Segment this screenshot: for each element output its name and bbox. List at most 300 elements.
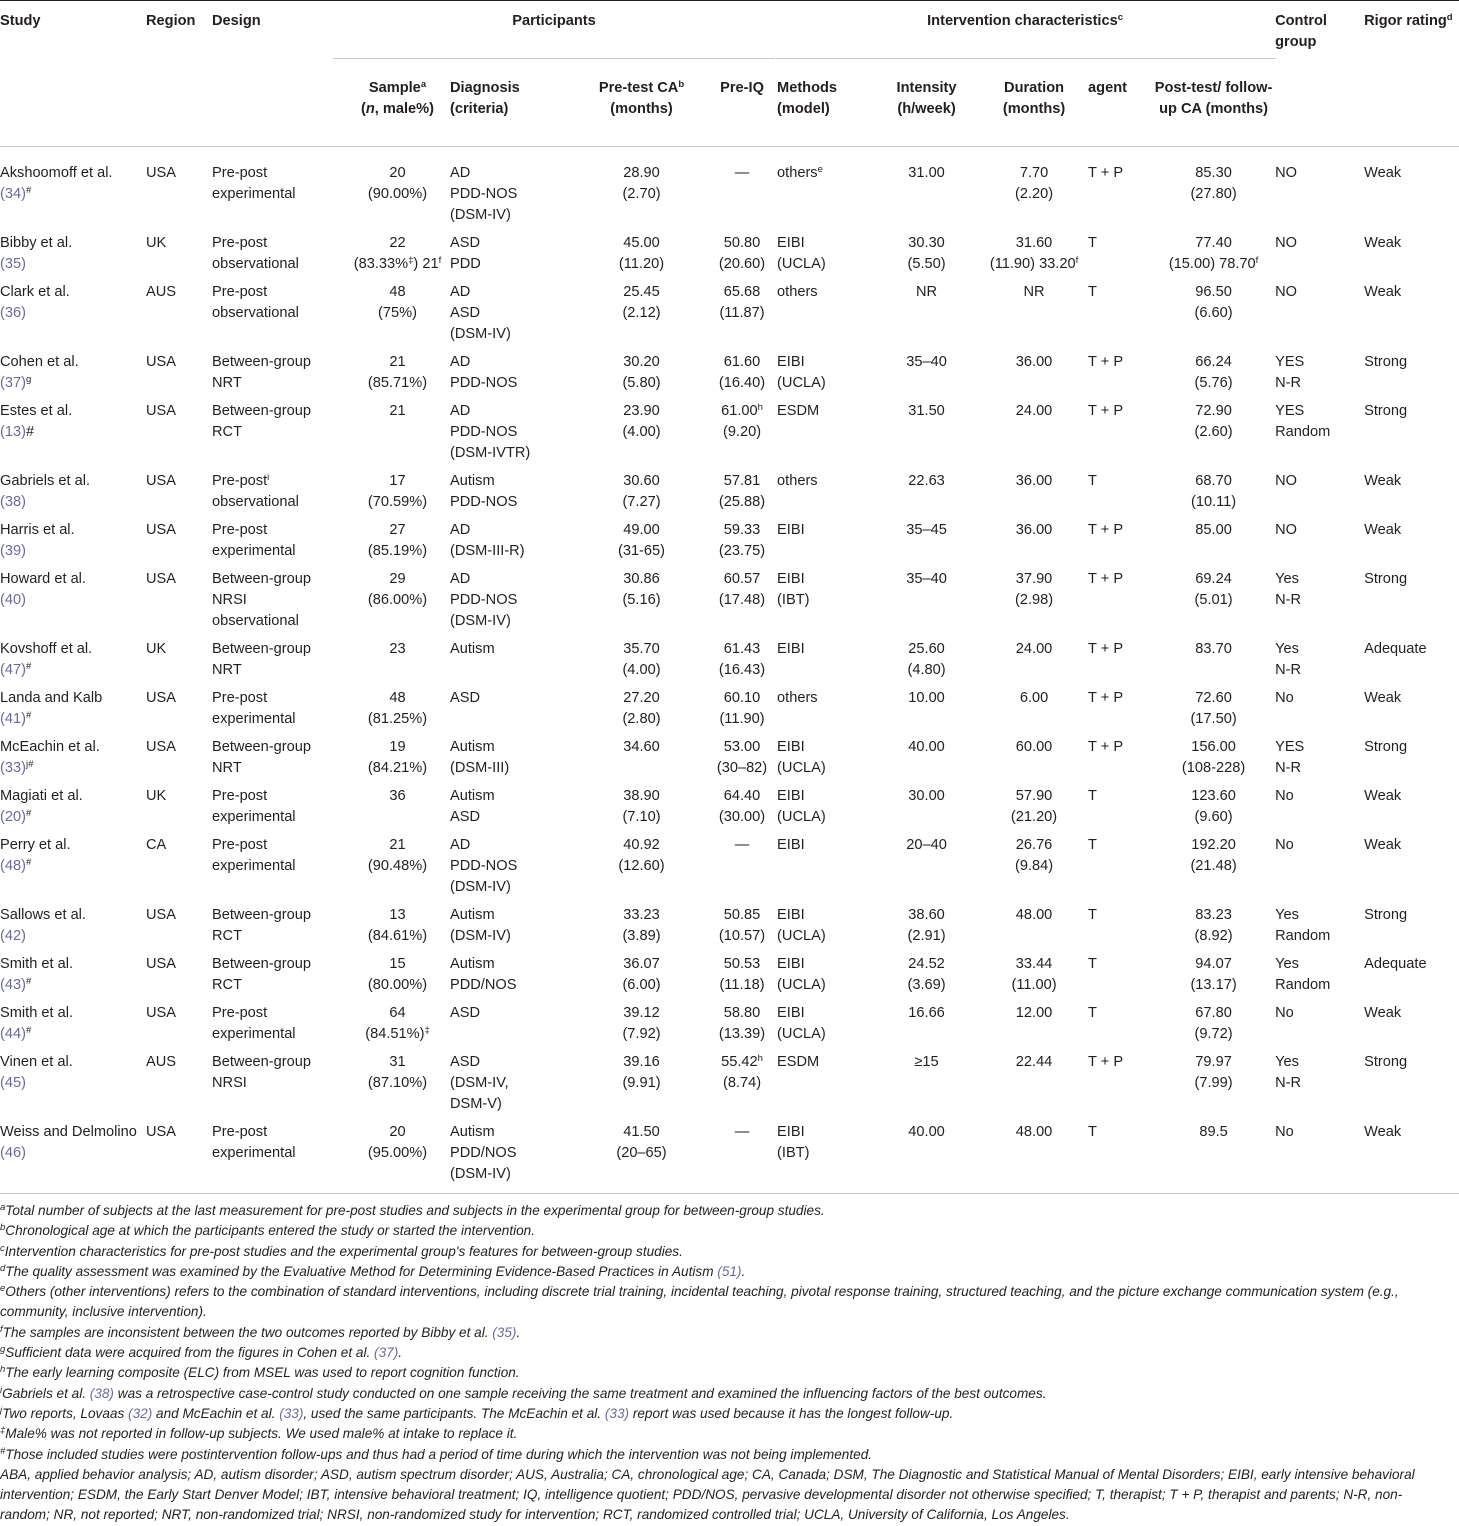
cell-diagnosis: Autism ASD [450, 788, 495, 825]
cell-duration: 7.70 (2.20) [1014, 165, 1054, 202]
cell-agent: T [1088, 837, 1097, 853]
col-control-header: Control group [1275, 13, 1327, 50]
cell-intensity: 25.60 (4.80) [907, 641, 946, 678]
cell-agent: T + P [1088, 522, 1124, 538]
cell-iq: 59.33 (23.75) [718, 522, 766, 559]
cell-region: USA [146, 403, 177, 419]
cell-post: 79.97 (7.99) [1194, 1054, 1233, 1091]
footnote: $^b$Chronological age at which the participants entered the study or started the intervention. [0, 1222, 536, 1239]
table-row [0, 275, 1459, 345]
cell-sample: 27 (85.19%) [367, 522, 428, 559]
cell-control: NO [1275, 522, 1297, 538]
cell-methods: ESDM [777, 403, 820, 419]
cell-iq: 60.10 (11.90) [719, 690, 765, 727]
cell-diagnosis: AD PDD-NOS (DSM-IV) [450, 837, 518, 895]
col-pre-iq-header: Pre-IQ [720, 80, 764, 96]
cell-control: Yes N-R [1275, 1054, 1302, 1091]
cell-sample: 31 (87.10%) [367, 1054, 428, 1091]
cell-region: AUS [146, 1054, 177, 1070]
cell-study: Smith et al. (44)# [0, 1005, 73, 1042]
cell-iq: — [734, 165, 750, 181]
table-row [0, 394, 1459, 464]
cell-rigor: Strong [1364, 1054, 1408, 1070]
col-design-header: Design [212, 13, 261, 29]
cell-iq: — [734, 837, 750, 853]
cell-agent: T + P [1088, 739, 1124, 755]
table-row [0, 996, 1459, 1045]
cell-duration: 36.00 [1015, 522, 1053, 538]
cell-duration: 31.60 (11.90) 33.20$^f$ [989, 235, 1079, 272]
cell-iq: 50.80 (20.60) [718, 235, 766, 272]
cell-intensity: NR [916, 284, 938, 300]
cell-methods: EIBI (UCLA) [777, 739, 826, 776]
cell-iq: 58.80 (13.39) [718, 1005, 766, 1042]
cell-methods: others [777, 690, 818, 706]
cell-duration: 60.00 [1015, 739, 1053, 755]
cell-methods: EIBI (IBT) [777, 1124, 810, 1161]
cell-duration: 48.00 [1015, 1124, 1053, 1140]
col-agent-header: agent [1088, 80, 1127, 96]
cell-post: 94.07 (13.17) [1190, 956, 1237, 993]
cell-iq: 50.53 (11.18) [719, 956, 765, 993]
cell-methods: EIBI [777, 522, 805, 538]
cell-region: UK [146, 641, 167, 657]
cell-agent: T [1088, 235, 1097, 251]
cell-iq: 50.85 (10.57) [718, 907, 766, 944]
table-row [0, 730, 1459, 779]
cell-control: Yes Random [1275, 907, 1331, 944]
cell-study: Howard et al. (40) [0, 571, 86, 608]
cell-iq: 55.42$^h$ (8.74) [721, 1053, 763, 1091]
cell-diagnosis: ASD [450, 1005, 481, 1021]
cell-sample: 13 (84.61%) [367, 907, 428, 944]
footnotes [0, 1201, 1452, 1526]
cell-diagnosis: Autism PDD/NOS (DSM-IV) [450, 1124, 517, 1182]
cell-intensity: 31.00 [908, 165, 945, 181]
cell-rigor: Strong [1364, 907, 1408, 923]
cell-control: No [1275, 690, 1294, 706]
cell-duration: 36.00 [1015, 473, 1053, 489]
cell-methods: EIBI [777, 641, 805, 657]
cell-region: USA [146, 1124, 177, 1140]
cell-control: NO [1275, 165, 1297, 181]
cell-rigor: Weak [1364, 473, 1402, 489]
cell-post: 67.80 (9.72) [1194, 1005, 1233, 1042]
cell-intensity: 10.00 [908, 690, 945, 706]
cell-ca: 41.50 (20–65) [616, 1124, 667, 1161]
cell-post: 192.20 (21.48) [1190, 837, 1237, 874]
cell-study: Harris et al. (39) [0, 522, 75, 559]
cell-design: Pre-post experimental [212, 690, 296, 727]
cell-study: Perry et al. (48)# [0, 837, 71, 874]
cell-design: Pre-post experimental [212, 1124, 296, 1161]
cell-intensity: 35–40 [906, 571, 947, 587]
cell-agent: T [1088, 956, 1097, 972]
cell-ca: 36.07 (6.00) [622, 956, 661, 993]
cell-methods: EIBI [777, 837, 805, 853]
cell-post: 83.23 (8.92) [1194, 907, 1233, 944]
cell-sample: 22 (83.33%‡) 21$^f$ [353, 235, 442, 272]
cell-agent: T + P [1088, 403, 1124, 419]
cell-methods: EIBI (UCLA) [777, 235, 826, 272]
cell-diagnosis: AD PDD-NOS (DSM-IV) [450, 165, 518, 223]
cell-diagnosis: AD PDD-NOS (DSM-IVTR) [450, 403, 531, 461]
cell-rigor: Weak [1364, 1124, 1402, 1140]
footnote: $^c$Intervention characteristics for pre-post studies and the experimental group's features for between-group studies. [0, 1242, 683, 1259]
cell-sample: 20 (90.00%) [367, 165, 428, 202]
cell-iq: 61.00$^h$ (9.20) [721, 402, 763, 440]
intervention-group-header: Intervention characteristics$^c$ [927, 12, 1124, 29]
cell-duration: 26.76 (9.84) [1014, 837, 1054, 874]
cell-post: 85.30 (27.80) [1190, 165, 1237, 202]
cell-rigor: Strong [1364, 403, 1408, 419]
cell-region: USA [146, 690, 177, 706]
cell-sample: 36 [389, 788, 406, 804]
cell-methods: others$^e$ [777, 164, 823, 181]
cell-sample: 23 [389, 641, 406, 657]
cell-study: Vinen et al. (45) [0, 1054, 73, 1091]
cell-design: Pre-post experimental [212, 1005, 296, 1042]
cell-ca: 40.92 (12.60) [618, 837, 665, 874]
table-row [0, 779, 1459, 828]
cell-agent: T [1088, 473, 1097, 489]
footnote: $^h$The early learning composite (ELC) from MSEL was used to report cognition function. [0, 1364, 520, 1381]
cell-post: 96.50 (6.60) [1194, 284, 1233, 321]
cell-region: CA [146, 837, 167, 853]
footnote: $^g$Sufficient data were acquired from the figures in Cohen et al. (37). [0, 1344, 403, 1361]
abbreviations: ABA, applied behavior analysis; AD, autism disorder; ASD, autism spectrum disorder; AUS, Australia; CA, chronological age; CA, Canada; DSM, The Diagnostic and Statistical Manual of Mental Disorders; EIBI, early intensive behavioral intervention; ESDM, the Early Start Denver Model; IBT, intensive behavioral treatment; IQ, intelligence quotient; PDD/NOS, pervasive developmental disorder not otherwise specified; T, therapist; T + P, therapist and parents; N-R, non-random; NR, not reported; NRT, non-randomized trial; NRSI, non-randomized study for intervention; RCT, randomized controlled trial; UCLA, University of California, Los Angeles. [0, 1466, 1415, 1523]
table-row [0, 513, 1459, 562]
cell-iq: 64.40 (30.00) [718, 788, 766, 825]
cell-post: 66.24 (5.76) [1194, 354, 1233, 391]
table-row [0, 632, 1459, 681]
cell-design: Between-group RCT [212, 956, 311, 993]
cell-ca: 39.12 (7.92) [622, 1005, 661, 1042]
cell-duration: 22.44 [1015, 1054, 1053, 1070]
cell-study: McEachin et al. $(33)^{j\#}$ [0, 739, 100, 776]
cell-design: Between-group NRT [212, 739, 311, 776]
participants-group-header: Participants [512, 13, 596, 29]
cell-region: USA [146, 522, 177, 538]
cell-intensity: 24.52 (3.69) [907, 956, 946, 993]
cell-control: YES Random [1275, 403, 1331, 440]
cell-duration: 33.44 (11.00) [1011, 956, 1057, 993]
cell-study: Landa and Kalb (41)# [0, 690, 103, 727]
cell-post: 68.70 (10.11) [1190, 473, 1237, 510]
cell-control: YES N-R [1275, 739, 1305, 776]
cell-duration: 57.90 (21.20) [1010, 788, 1058, 825]
table-row [0, 226, 1459, 275]
table-row [0, 562, 1459, 632]
col-study-header: Study [0, 13, 41, 29]
cell-methods: EIBI (UCLA) [777, 1005, 826, 1042]
cell-agent: T [1088, 1124, 1097, 1140]
col-diagnosis-header: Diagnosis (criteria) [450, 80, 520, 117]
cell-design: Pre-post experimental [212, 837, 296, 874]
cell-duration: 12.00 [1015, 1005, 1053, 1021]
cell-design: Pre-post$^i$ observational [212, 472, 299, 510]
cell-agent: T [1088, 284, 1097, 300]
cell-control: No [1275, 788, 1294, 804]
cell-study: Akshoomoff et al. (34)# [0, 165, 113, 202]
cell-sample: 17 (70.59%) [367, 473, 428, 510]
cell-control: Yes Random [1275, 956, 1331, 993]
cell-sample: 15 (80.00%) [367, 956, 428, 993]
cell-design: Pre-post experimental [212, 788, 296, 825]
cell-region: USA [146, 907, 177, 923]
cell-region: USA [146, 739, 177, 755]
cell-design: Between-group NRT [212, 641, 311, 678]
cell-design: Pre-post observational [212, 284, 299, 321]
cell-post: 85.00 [1195, 522, 1232, 538]
cell-methods: ESDM [777, 1054, 820, 1070]
cell-intensity: 16.66 [908, 1005, 945, 1021]
cell-iq: 53.00 (30–82) [716, 739, 768, 776]
cell-intensity: 40.00 [908, 739, 945, 755]
cell-post: 83.70 [1195, 641, 1232, 657]
cell-agent: T [1088, 907, 1097, 923]
cell-intensity: 35–40 [906, 354, 947, 370]
table-bottom-rule [0, 1193, 1459, 1194]
cell-control: No [1275, 837, 1294, 853]
cell-ca: 25.45 (2.12) [622, 284, 661, 321]
col-pretest-ca-header: Pre-test $CA^b$ (months) [598, 79, 685, 117]
cell-ca: 28.90 (2.70) [622, 165, 661, 202]
table-row [0, 1115, 1459, 1185]
cell-rigor: Weak [1364, 837, 1402, 853]
cell-diagnosis: Autism [450, 641, 495, 657]
cell-ca: 34.60 [623, 739, 660, 755]
cell-iq: 65.68 (11.87) [719, 284, 765, 321]
cell-region: USA [146, 956, 177, 972]
cell-study: Cohen et al. $(37)^g$ [0, 354, 79, 391]
cell-post: 69.24 (5.01) [1194, 571, 1233, 608]
cell-methods: EIBI (IBT) [777, 571, 810, 608]
cell-rigor: Weak [1364, 1005, 1402, 1021]
cell-sample: 48 (75%) [378, 284, 417, 321]
cell-post: 77.40 (15.00) 78.70$^f$ [1168, 235, 1259, 272]
cell-sample: 21 (90.48%) [367, 837, 428, 874]
cell-study: Weiss and Delmolino (46) [0, 1124, 137, 1161]
cell-duration: 24.00 [1015, 403, 1053, 419]
cell-study: Smith et al. (43)# [0, 956, 73, 993]
cell-control: Yes N-R [1275, 571, 1302, 608]
cell-rigor: Weak [1364, 522, 1402, 538]
cell-post: 123.60 (9.60) [1191, 788, 1236, 825]
col-rigor-header: Rigor rating$^d$ [1364, 12, 1453, 29]
cell-intensity: 35–45 [906, 522, 947, 538]
cell-intensity: 30.00 [908, 788, 945, 804]
cell-diagnosis: AD ASD (DSM-IV) [450, 284, 511, 342]
cell-design: Between-group NRSI [212, 1054, 311, 1091]
cell-region: UK [146, 788, 167, 804]
cell-study: Magiati et al. (20)# [0, 788, 83, 825]
cell-ca: 38.90 (7.10) [622, 788, 661, 825]
table-row [0, 1045, 1459, 1115]
cell-methods: EIBI (UCLA) [777, 354, 826, 391]
cell-control: No [1275, 1124, 1294, 1140]
col-posttest-header: Post-test/ follow-up CA (months) [1154, 80, 1273, 117]
cell-sample: 64 (84.51%)‡ [365, 1005, 430, 1042]
cell-iq: 57.81 (25.88) [718, 473, 766, 510]
table-row [0, 156, 1459, 226]
cell-study: Kovshoff et al. (47)# [0, 641, 93, 678]
cell-agent: T + P [1088, 690, 1124, 706]
cell-region: USA [146, 571, 177, 587]
cell-post: 72.60 (17.50) [1190, 690, 1237, 727]
cell-duration: 6.00 [1019, 690, 1049, 706]
cell-region: UK [146, 235, 167, 251]
cell-control: NO [1275, 235, 1297, 251]
cell-diagnosis: Autism PDD/NOS [450, 956, 517, 993]
cell-diagnosis: AD PDD-NOS [450, 354, 518, 391]
cell-duration: 37.90 (2.98) [1014, 571, 1054, 608]
col-sample-header: Sample$^a$ (n, male%) [360, 79, 434, 117]
cell-intensity: 20–40 [906, 837, 947, 853]
cell-rigor: Weak [1364, 235, 1402, 251]
cell-intensity: 40.00 [908, 1124, 945, 1140]
cell-rigor: Strong [1364, 354, 1408, 370]
footnote: $^d$The quality assessment was examined by the Evaluative Method for Determining Evidence-Based Practices in Autism (51). [0, 1262, 746, 1279]
cell-agent: T + P [1088, 354, 1124, 370]
cell-iq: 61.60 (16.40) [718, 354, 766, 391]
cell-methods: EIBI (UCLA) [777, 788, 826, 825]
cell-study: Gabriels et al. (38) [0, 473, 91, 510]
footnote: $^f$The samples are inconsistent between the two outcomes reported by Bibby et al. (35). [0, 1323, 521, 1340]
footnote: $^i$Gabriels et al. (38) was a retrospective case-control study conducted on one sample receiving the same treatment and examined the influencing factors of the best outcomes. [0, 1384, 1047, 1401]
footnote: $^a$Total number of subjects at the last measurement for pre-post studies and subjects in the experimental group for between-group studies. [0, 1202, 825, 1218]
cell-region: USA [146, 354, 177, 370]
col-methods-header: Methods (model) [777, 80, 838, 117]
table-row [0, 898, 1459, 947]
cell-ca: 33.23 (3.89) [622, 907, 661, 944]
cell-methods: EIBI (UCLA) [777, 956, 826, 993]
cell-intensity: ≥15 [914, 1054, 939, 1070]
footnote: $^j$Two reports, Lovaas (32) and McEachin et al. (33), used the same participants. The McEachin et al. (33) report was used because it has the longest follow-up. [0, 1404, 954, 1421]
cell-rigor: Strong [1364, 739, 1408, 755]
cell-intensity: 22.63 [908, 473, 945, 489]
cell-intensity: 38.60 (2.91) [907, 907, 946, 944]
cell-methods: EIBI (UCLA) [777, 907, 826, 944]
cell-sample: 48 (81.25%) [367, 690, 428, 727]
cell-design: Pre-post experimental [212, 522, 296, 559]
cell-agent: T [1088, 1005, 1097, 1021]
cell-design: Between-group RCT [212, 907, 311, 944]
cell-ca: 30.86 (5.16) [622, 571, 661, 608]
cell-control: NO [1275, 284, 1297, 300]
cell-post: 156.00 (108-228) [1181, 739, 1246, 776]
col-region-header: Region [146, 13, 196, 29]
cell-rigor: Weak [1364, 165, 1402, 181]
cell-sample: 21 [389, 403, 406, 419]
cell-diagnosis: Autism (DSM-III) [450, 739, 510, 776]
cell-rigor: Adequate [1364, 956, 1427, 972]
cell-study: Sallows et al. (42) [0, 907, 86, 944]
cell-design: Between-group RCT [212, 403, 311, 440]
col-intensity-header: Intensity (h/week) [896, 80, 957, 117]
col-duration-header: Duration (months) [1002, 80, 1066, 117]
table-row [0, 681, 1459, 730]
cell-agent: T [1088, 788, 1097, 804]
cell-iq: 61.43 (16.43) [718, 641, 766, 678]
cell-post: 89.5 [1199, 1124, 1228, 1140]
cell-rigor: Adequate [1364, 641, 1427, 657]
cell-methods: others [777, 473, 818, 489]
cell-sample: 20 (95.00%) [367, 1124, 428, 1161]
table-row [0, 947, 1459, 996]
cell-agent: T + P [1088, 165, 1124, 181]
cell-duration: 24.00 [1015, 641, 1053, 657]
table-row [0, 345, 1459, 394]
cell-ca: 23.90 (4.00) [622, 403, 661, 440]
cell-ca: 27.20 (2.80) [622, 690, 661, 727]
cell-region: AUS [146, 284, 177, 300]
cell-sample: 21 (85.71%) [367, 354, 428, 391]
table-body [0, 156, 1459, 1185]
cell-control: YES N-R [1275, 354, 1305, 391]
cell-control: No [1275, 1005, 1294, 1021]
cell-study: Clark et al. (36) [0, 284, 70, 321]
cell-diagnosis: AD PDD-NOS (DSM-IV) [450, 571, 518, 629]
cell-study: Estes et al. (13)# [0, 403, 73, 440]
footnote: ‡Male% was not reported in follow-up subjects. We used male% at intake to replace it. [0, 1425, 518, 1442]
cell-ca: 39.16 (9.91) [622, 1054, 661, 1091]
footnote: #Those included studies were postintervention follow-ups and thus had a period of time during which the intervention was not being implemented. [0, 1445, 873, 1462]
cell-iq: 60.57 (17.48) [718, 571, 766, 608]
cell-iq: — [734, 1124, 750, 1140]
cell-ca: 35.70 (4.00) [622, 641, 661, 678]
cell-rigor: Weak [1364, 284, 1402, 300]
cell-post: 72.90 (2.60) [1194, 403, 1233, 440]
cell-design: Pre-post observational [212, 235, 299, 272]
cell-design: Between-group NRT [212, 354, 311, 391]
cell-design: Between-group NRSI observational [212, 571, 311, 629]
cell-ca: 30.20 (5.80) [622, 354, 661, 391]
cell-region: USA [146, 1005, 177, 1021]
cell-design: Pre-post experimental [212, 165, 296, 202]
cell-intensity: 30.30 (5.50) [907, 235, 946, 272]
cell-rigor: Weak [1364, 690, 1402, 706]
cell-ca: 45.00 (11.20) [618, 235, 665, 272]
table-row [0, 464, 1459, 513]
cell-diagnosis: AD (DSM-III-R) [450, 522, 525, 559]
footnote: $^e$Others (other interventions) refers to the combination of standard interventions, including discrete trial training, incidental teaching, pivotal response training, structured teaching, and the picture exchange communication system (e.g., community, inclusive intervention). [0, 1283, 1399, 1320]
cell-control: Yes N-R [1275, 641, 1302, 678]
cell-rigor: Strong [1364, 571, 1408, 587]
cell-duration: 36.00 [1015, 354, 1053, 370]
cell-methods: others [777, 284, 818, 300]
cell-diagnosis: ASD (DSM-IV, DSM-V) [450, 1054, 509, 1112]
cell-sample: 29 (86.00%) [367, 571, 428, 608]
cell-intensity: 31.50 [908, 403, 945, 419]
cell-agent: T + P [1088, 641, 1124, 657]
cell-ca: 30.60 (7.27) [622, 473, 661, 510]
cell-ca: 49.00 (31-65) [617, 522, 666, 559]
cell-duration: 48.00 [1015, 907, 1053, 923]
table-row [0, 828, 1459, 898]
cell-agent: T + P [1088, 571, 1124, 587]
cell-duration: NR [1023, 284, 1045, 300]
cell-region: USA [146, 165, 177, 181]
cell-control: NO [1275, 473, 1297, 489]
cell-rigor: Weak [1364, 788, 1402, 804]
cell-diagnosis: Autism (DSM-IV) [450, 907, 511, 944]
cell-sample: 19 (84.21%) [367, 739, 428, 776]
cell-diagnosis: Autism PDD-NOS [450, 473, 518, 510]
cell-agent: T + P [1088, 1054, 1124, 1070]
cell-region: USA [146, 473, 177, 489]
cell-diagnosis: ASD PDD [450, 235, 481, 272]
